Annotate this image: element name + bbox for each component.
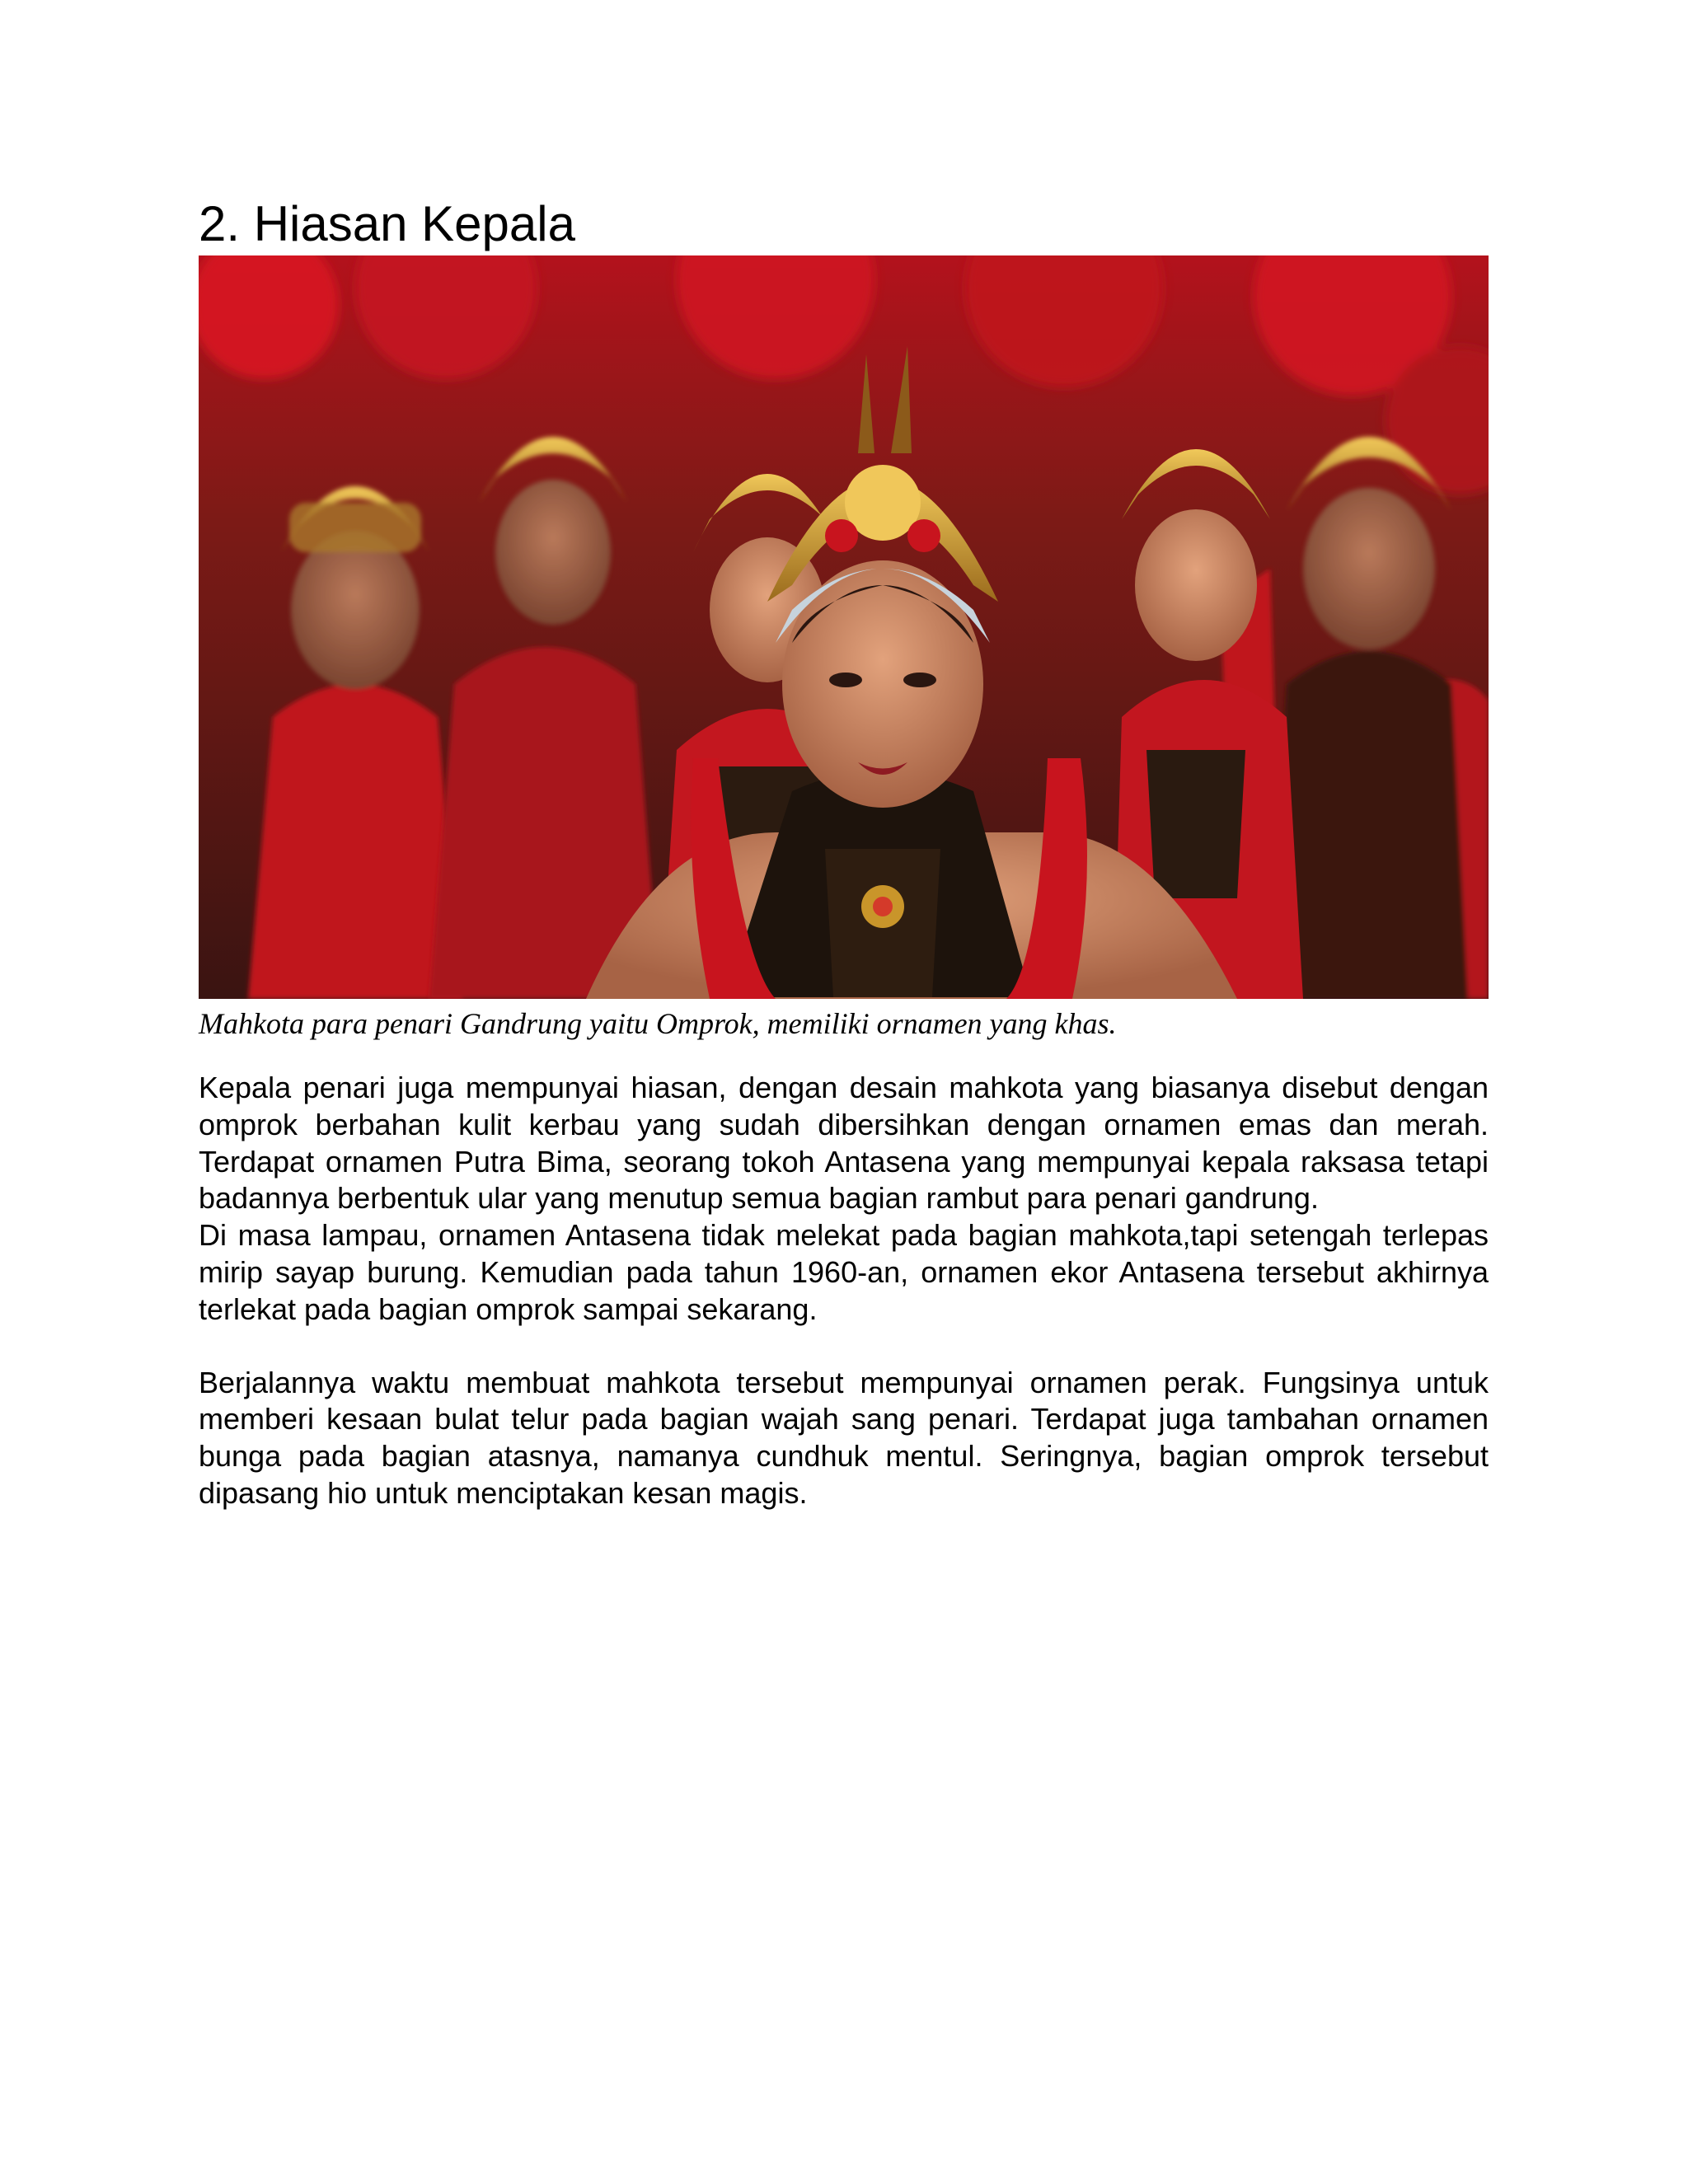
paragraph: Di masa lampau, ornamen Antasena tidak melekat pada bagian mahkota,tapi setengah terlepas mirip sayap burung. Kemudian pada tahun 1960-an, ornamen ekor Antasena tersebut akhirnya terlekat pada bagian omprok sampai sekarang. (199, 1218, 1489, 1326)
article-body (199, 1070, 1489, 1512)
paragraph: Berjalannya waktu membuat mahkota tersebut mempunyai ornamen perak. Fungsinya untuk memberi kesaan bulat telur pada bagian wajah sang penari. Terdapat juga tambahan ornamen bunga pada bagian atasnya, namanya cundhuk mentul. Seringnya, bagian omprok tersebut dipasang hio untuk menciptakan kesan magis. (199, 1365, 1489, 1510)
photo-illustration (199, 255, 1489, 999)
photo-caption: Mahkota para penari Gandrung yaitu Omprok, memiliki ornamen yang khas. (199, 1007, 1117, 1040)
section-heading: 2. Hiasan Kepala (199, 196, 575, 251)
paragraph: Kepala penari juga mempunyai hiasan, dengan desain mahkota yang biasanya disebut dengan omprok berbahan kulit kerbau yang sudah dibersihkan dengan ornamen emas dan merah. Terdapat ornamen Putra Bima, seorang tokoh Antasena yang mempunyai kepala raksasa tetapi badannya berbentuk ular yang menutup semua bagian rambut para penari gandrung. (199, 1071, 1489, 1216)
gandrung-dancers-photo (199, 255, 1489, 999)
page-content (199, 194, 1489, 1512)
paragraph-spacer (199, 1329, 1489, 1365)
